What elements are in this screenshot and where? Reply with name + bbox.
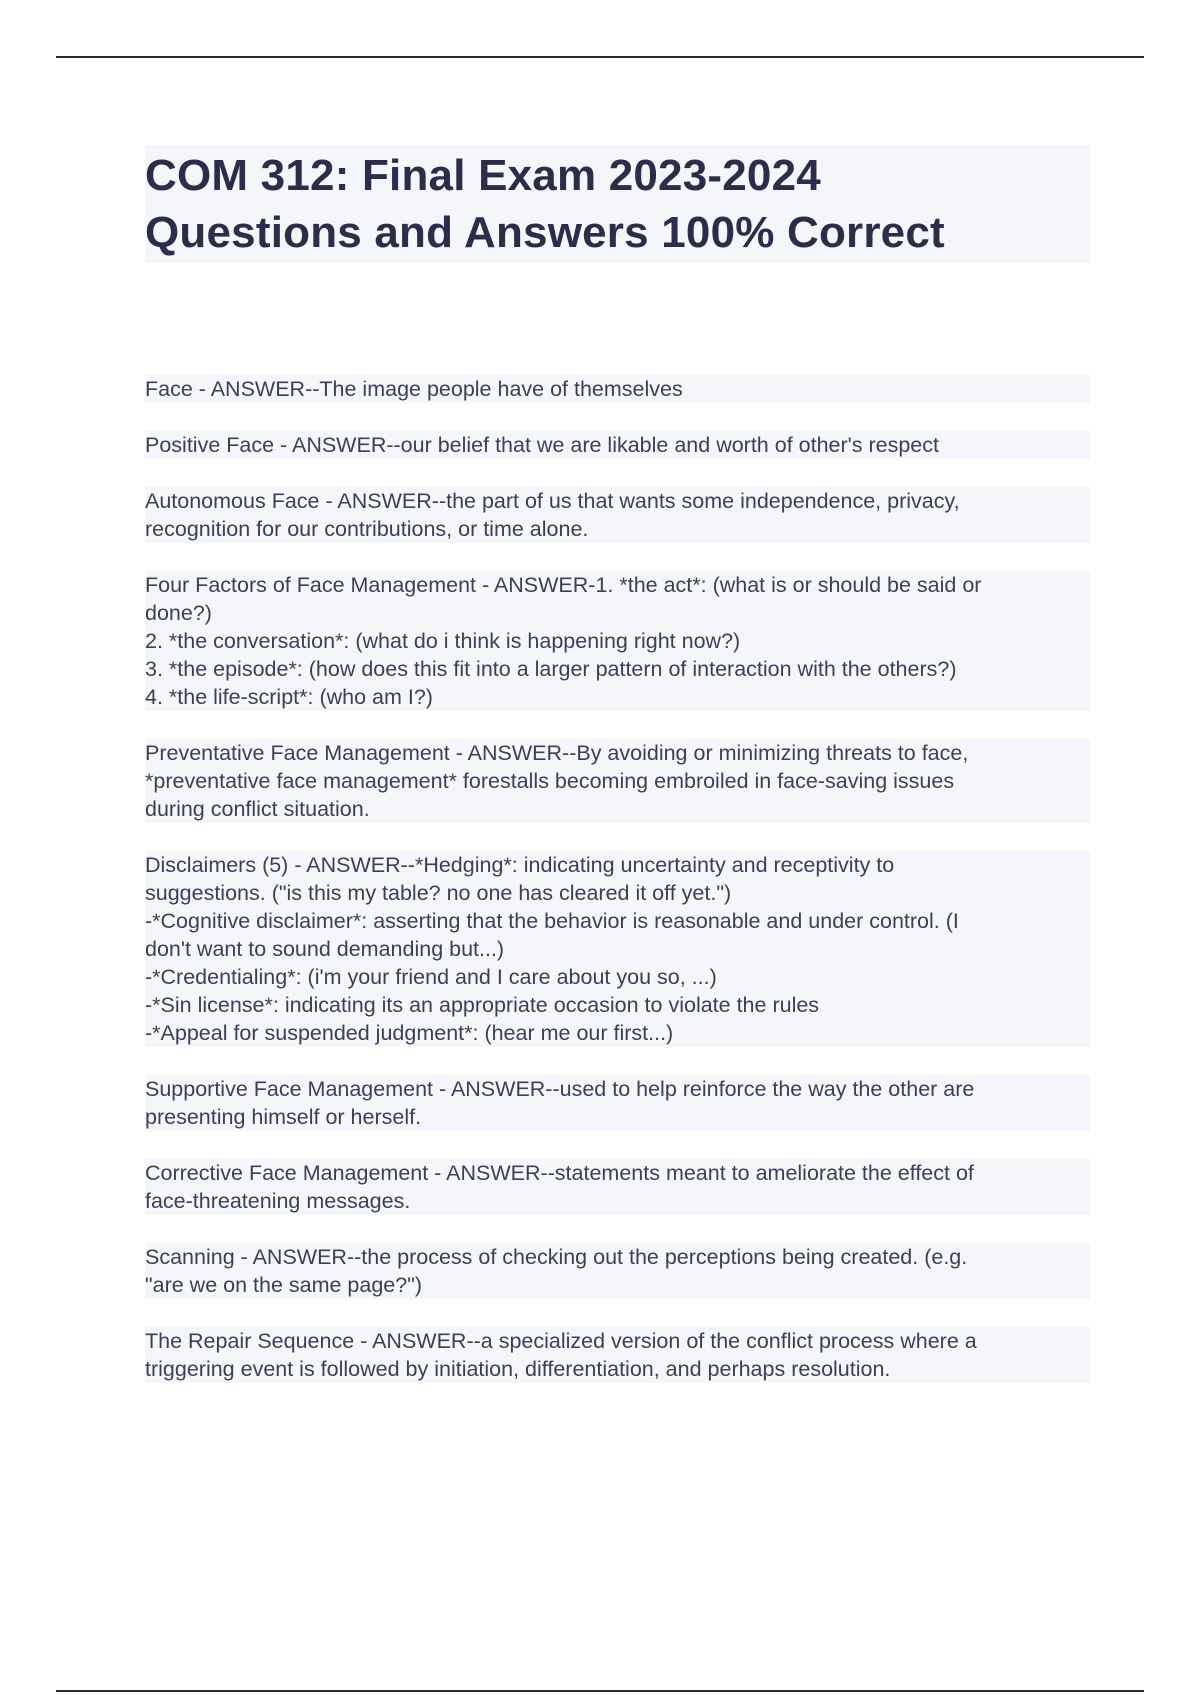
qa-entry-four-factors: Four Factors of Face Management - ANSWER-1. *the act*: (what is or should be said or done?) 2. *the conversation*: (what do i think is happening right now?) 3. *the episode*: (how does this fit into a larger pattern of interaction with the others?) 4. *the life-script*: (who am I?)	[145, 571, 1090, 711]
qa-entry-autonomous-face: Autonomous Face - ANSWER--the part of us that wants some independence, privacy, recognition for our contributions, or time alone.	[145, 487, 1090, 543]
page-content	[145, 145, 1090, 1411]
bottom-rule	[56, 1690, 1144, 1692]
qa-entry-repair-sequence: The Repair Sequence - ANSWER--a specialized version of the conflict process where a triggering event is followed by initiation, differentiation, and perhaps resolution.	[145, 1327, 1090, 1383]
qa-entry-face: Face - ANSWER--The image people have of themselves	[145, 375, 1090, 403]
top-rule	[56, 56, 1144, 58]
title-block	[145, 145, 1090, 263]
qa-entry-positive-face: Positive Face - ANSWER--our belief that we are likable and worth of other's respect	[145, 431, 1090, 459]
qa-entry-supportive-face-management: Supportive Face Management - ANSWER--used to help reinforce the way the other are presenting himself or herself.	[145, 1075, 1090, 1131]
qa-entry-scanning: Scanning - ANSWER--the process of checking out the perceptions being created. (e.g. "are we on the same page?")	[145, 1243, 1090, 1299]
qa-entry-disclaimers: Disclaimers (5) - ANSWER--*Hedging*: indicating uncertainty and receptivity to suggestions. ("is this my table? no one has cleared it off yet.") -*Cognitive disclaimer*: asserting that the behavior is reasonable and under control. (I don't want to sound demanding but...) -*Credentialing*: (i'm your friend and I care about you so, ...) -*Sin license*: indicating its an appropriate occasion to violate the rules -*Appeal for suspended judgment*: (hear me our first...)	[145, 851, 1090, 1047]
title-line-2: Questions and Answers 100% Correct	[145, 208, 945, 257]
qa-entry-corrective-face-management: Corrective Face Management - ANSWER--statements meant to ameliorate the effect of face-threatening messages.	[145, 1159, 1090, 1215]
qa-entry-preventative-face-management: Preventative Face Management - ANSWER--By avoiding or minimizing threats to face, *preventative face management* forestalls becoming embroiled in face-saving issues during conflict situation.	[145, 739, 1090, 823]
title-line-1: COM 312: Final Exam 2023-2024	[145, 151, 821, 200]
page-title	[145, 147, 1090, 261]
qa-list	[145, 375, 1090, 1411]
